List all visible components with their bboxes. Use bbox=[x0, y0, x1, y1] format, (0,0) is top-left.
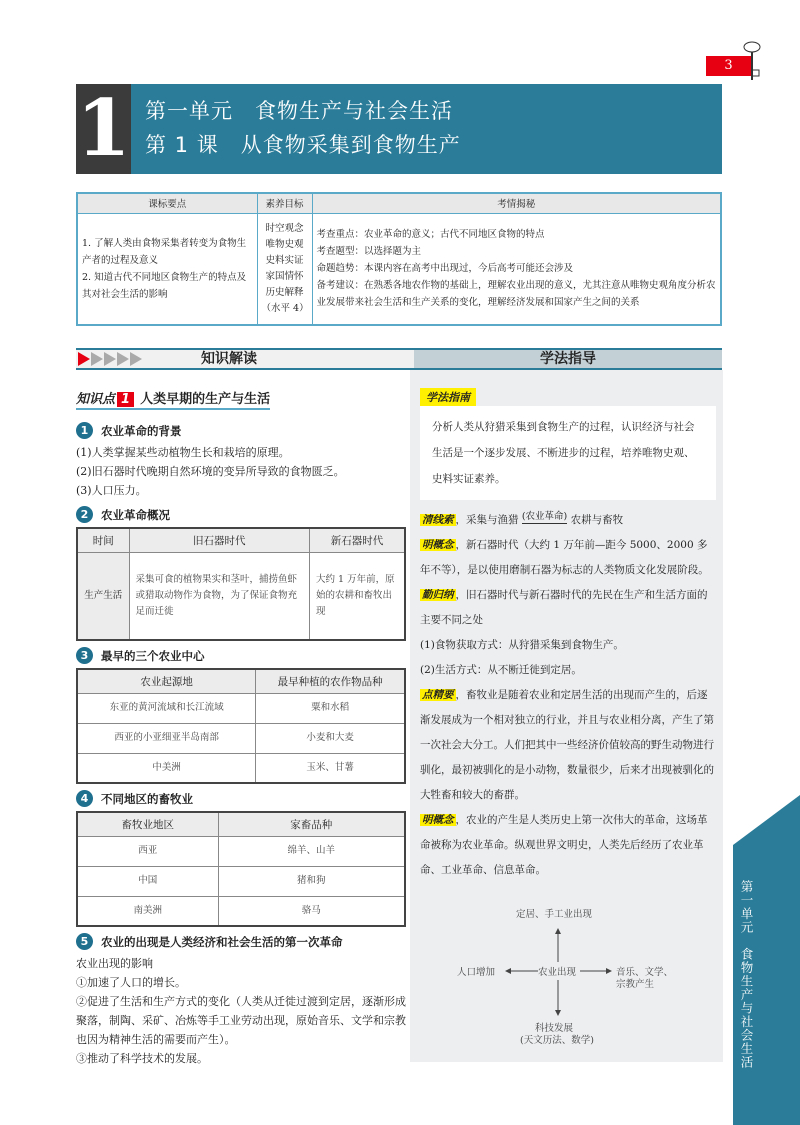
exam-item: 考查重点：农业革命的意义；古代不同地区食物的特点 bbox=[316, 229, 545, 241]
clue-a: 采集与渔猎 bbox=[466, 514, 519, 526]
key-icon bbox=[742, 40, 766, 85]
section-title: 最早的三个农业中心 bbox=[101, 648, 205, 663]
tag: 勤归纳 bbox=[422, 589, 454, 601]
lesson-title: 第 1 课 从食物采集到食物生产 bbox=[145, 133, 461, 157]
standard-item: 1. 了解人类由食物采集者转变为食物生产者的过程及意义 bbox=[82, 237, 247, 266]
tag: 清线索 bbox=[422, 514, 454, 526]
method-column bbox=[420, 388, 716, 883]
section-title: 农业的出现是人类经济和社会生活的第一次革命 bbox=[101, 934, 343, 949]
cell: 小麦和大麦 bbox=[256, 723, 405, 753]
side-tab-label: 第一单元 食物生产与社会生活 bbox=[739, 880, 754, 1069]
exam-item: 备考建议：在熟悉各地农作物的基础上，理解农业出现的意义，尤其注意从唯物史观角度分析农业发展带来社会生活和生产关系的变化，理解经济发展和国家产生之间的关系 bbox=[316, 280, 716, 309]
exam-item: 命题趋势：本课内容在高考中出现过，今后高考可能还会涉及 bbox=[316, 263, 574, 275]
knowledge-heading: 知识解读 bbox=[201, 351, 257, 367]
text: 农业的产生是人类历史上第一次伟大的革命，这场革命被称为农业革命。纵观世界文明史，人类先后经历了农业革命、工业革命、信息革命。 bbox=[420, 814, 708, 876]
text-line: ③推动了科学技术的发展。 bbox=[76, 1052, 208, 1065]
impact-diagram bbox=[440, 900, 720, 1045]
th: 新石器时代 bbox=[310, 528, 406, 552]
kp-number: 1 bbox=[117, 392, 134, 407]
arrow-icons bbox=[78, 350, 143, 370]
cell: 中国 bbox=[77, 866, 218, 896]
section-heading bbox=[76, 422, 406, 439]
unit-title: 第一单元 食物生产与社会生活 bbox=[145, 99, 453, 123]
guide-heading: 学法指南 bbox=[420, 388, 476, 406]
tag: 明概念 bbox=[422, 539, 454, 551]
cell: 大约 1 万年前，原始的农耕和畜牧出现 bbox=[310, 552, 406, 640]
cell: 骆马 bbox=[218, 896, 405, 926]
literacy-item: 家国情怀 bbox=[265, 270, 304, 282]
literacy-item: （水平 4） bbox=[261, 302, 309, 314]
number-badge: 3 bbox=[76, 647, 93, 664]
th: 畜牧业地区 bbox=[77, 812, 218, 836]
th: 最早种植的农作物品种 bbox=[256, 669, 405, 693]
overview-table bbox=[76, 192, 722, 326]
kp-title: 人类早期的生产与生活 bbox=[140, 392, 271, 407]
table-row bbox=[77, 896, 405, 926]
header-standards: 课标要点 bbox=[77, 193, 257, 213]
diagram-top: 定居、手工业出现 bbox=[516, 909, 593, 920]
clue-arrow: (农业革命) bbox=[521, 511, 568, 522]
th: 旧石器时代 bbox=[129, 528, 310, 552]
table-row bbox=[77, 723, 405, 753]
number-badge: 4 bbox=[76, 790, 93, 807]
number-badge: 2 bbox=[76, 506, 93, 523]
section-heading bbox=[76, 647, 406, 664]
table-row bbox=[77, 866, 405, 896]
livestock-table bbox=[76, 811, 406, 927]
section-title: 农业革命的背景 bbox=[101, 423, 182, 438]
kp-label: 知识点 bbox=[76, 392, 116, 407]
cell: 采集可食的植物果实和茎叶，捕捞鱼虾或猎取动物作为食物，为了保证食物充足而迁徙 bbox=[129, 552, 310, 640]
paragraph: 明概念 ，新石器时代（大约 1 万年前—距今 5000、2000 多年不等），是以使用磨制石器为标志的人类物质文化发展阶段。 bbox=[420, 539, 709, 576]
paragraph: 点精要 ，畜牧业是随着农业和定居生活的出现而产生的，后逐渐发展成为一个相对独立的行业，并且与农业相分离，产生了第一次社会大分工。人们把其中一些经济价值较高的野生动物进行驯化，最初被驯化的是小动物，数量很少，后来才出现被驯化的大牲畜和较大的畜群。 bbox=[420, 689, 714, 801]
text-line: (2)生活方式：从不断迁徙到定居。 bbox=[420, 664, 582, 676]
knowledge-point-title bbox=[76, 388, 270, 410]
text-line: (1)食物获取方式：从狩猎采集到食物生产。 bbox=[420, 639, 624, 651]
cell: 中美洲 bbox=[77, 753, 256, 783]
tag: 明概念 bbox=[422, 814, 454, 826]
cell: 南美洲 bbox=[77, 896, 218, 926]
text-line: ②促进了生活和生产方式的变化（人类从迁徙过渡到定居，逐渐形成聚落，制陶、采矿、冶炼等手工业劳动出现，原始音乐、文学和宗教也因为精神生活的需要而产生）。 bbox=[76, 995, 406, 1046]
table-row bbox=[77, 836, 405, 866]
diagram-bottom: 科技发展 bbox=[535, 1023, 574, 1034]
number-badge: 1 bbox=[76, 422, 93, 439]
table-row bbox=[77, 753, 405, 783]
text-line: (1)人类掌握某些动植物生长和栽培的原理。 bbox=[76, 446, 290, 459]
number-badge: 5 bbox=[76, 933, 93, 950]
header-literacy: 素养目标 bbox=[257, 193, 312, 213]
exam-item: 考查题型：以选择题为主 bbox=[316, 246, 422, 258]
unit-number: 1 bbox=[76, 83, 131, 174]
diagram-center: 农业出现 bbox=[538, 967, 577, 978]
paragraph: 勤归纳 ，旧石器时代与新石器时代的先民在生产和生活方面的主要不同之处 bbox=[420, 589, 708, 626]
text: 畜牧业是随着农业和定居生活的出现而产生的，后逐渐发展成为一个相对独立的行业，并且与农业相分离，产生了第一次社会大分工。人们把其中一些经济价值较高的野生动物进行驯化，最初被驯化的是小动物，数量很少，后来才出现被驯化的大牲畜和较大的畜群。 bbox=[420, 689, 714, 801]
clue-b: 农耕与畜牧 bbox=[570, 514, 624, 526]
literacy-item: 时空观念 bbox=[265, 222, 304, 234]
cell: 东亚的黄河流域和长江流域 bbox=[77, 693, 256, 723]
diagram-bottom: (天文历法、数学) bbox=[520, 1035, 594, 1046]
cell: 西亚的小亚细亚半岛南部 bbox=[77, 723, 256, 753]
centers-table bbox=[76, 668, 406, 784]
section-bar bbox=[76, 348, 722, 370]
diagram-right: 宗教产生 bbox=[616, 979, 655, 990]
method-heading: 学法指导 bbox=[414, 350, 722, 368]
paragraph: 明概念 ，农业的产生是人类历史上第一次伟大的革命，这场革命被称为农业革命。纵观世界文明史，人类先后经历了农业革命、工业革命、信息革命。 bbox=[420, 814, 708, 876]
section-heading bbox=[76, 790, 406, 807]
clue-line: 清线索 ，采集与渔猎 (农业革命) 农耕与畜牧 bbox=[422, 511, 624, 526]
th: 时间 bbox=[77, 528, 129, 552]
cell: 西亚 bbox=[77, 836, 218, 866]
cell: 猪和狗 bbox=[218, 866, 405, 896]
unit-banner bbox=[131, 84, 722, 174]
th: 家畜品种 bbox=[218, 812, 405, 836]
header-exam: 考情揭秘 bbox=[312, 193, 721, 213]
diagram-right: 音乐、文学、 bbox=[616, 967, 674, 978]
guide-box: 分析人类从狩猎采集到食物生产的过程，认识经济与社会生活是一个逐步发展、不断进步的过程，培养唯物史观、史料实证素养。 bbox=[420, 406, 716, 500]
cell: 粟和水稻 bbox=[256, 693, 405, 723]
row-label: 生产生活 bbox=[77, 552, 129, 640]
cell: 绵羊、山羊 bbox=[218, 836, 405, 866]
literacy-item: 历史解释 bbox=[265, 286, 304, 298]
text-line: 农业出现的影响 bbox=[76, 957, 153, 970]
text: 旧石器时代与新石器时代的先民在生产和生活方面的主要不同之处 bbox=[420, 589, 708, 626]
diagram-left: 人口增加 bbox=[457, 967, 496, 978]
literacy-item: 史料实证 bbox=[265, 254, 304, 266]
tag: 点精要 bbox=[422, 689, 454, 701]
text-line: ①加速了人口的增长。 bbox=[76, 976, 186, 989]
cell: 玉米、甘薯 bbox=[256, 753, 405, 783]
revolution-table bbox=[76, 527, 406, 641]
standard-item: 2. 知道古代不同地区食物生产的特点及其对社会生活的影响 bbox=[82, 271, 247, 300]
text-line: (2)旧石器时代晚期自然环境的变异所导致的食物匮乏。 bbox=[76, 465, 345, 478]
knowledge-column bbox=[76, 388, 406, 1068]
section-heading bbox=[76, 933, 406, 950]
page-number: 3 bbox=[706, 56, 751, 76]
section-heading bbox=[76, 506, 406, 523]
literacy-item: 唯物史观 bbox=[265, 238, 304, 250]
text-line: (3)人口压力。 bbox=[76, 484, 147, 497]
text: 新石器时代（大约 1 万年前—距今 5000、2000 多年不等），是以使用磨制石器为标志的人类物质文化发展阶段。 bbox=[420, 539, 709, 576]
section-title: 农业革命概况 bbox=[101, 507, 170, 522]
th: 农业起源地 bbox=[77, 669, 256, 693]
section-title: 不同地区的畜牧业 bbox=[101, 791, 193, 806]
table-row bbox=[77, 693, 405, 723]
